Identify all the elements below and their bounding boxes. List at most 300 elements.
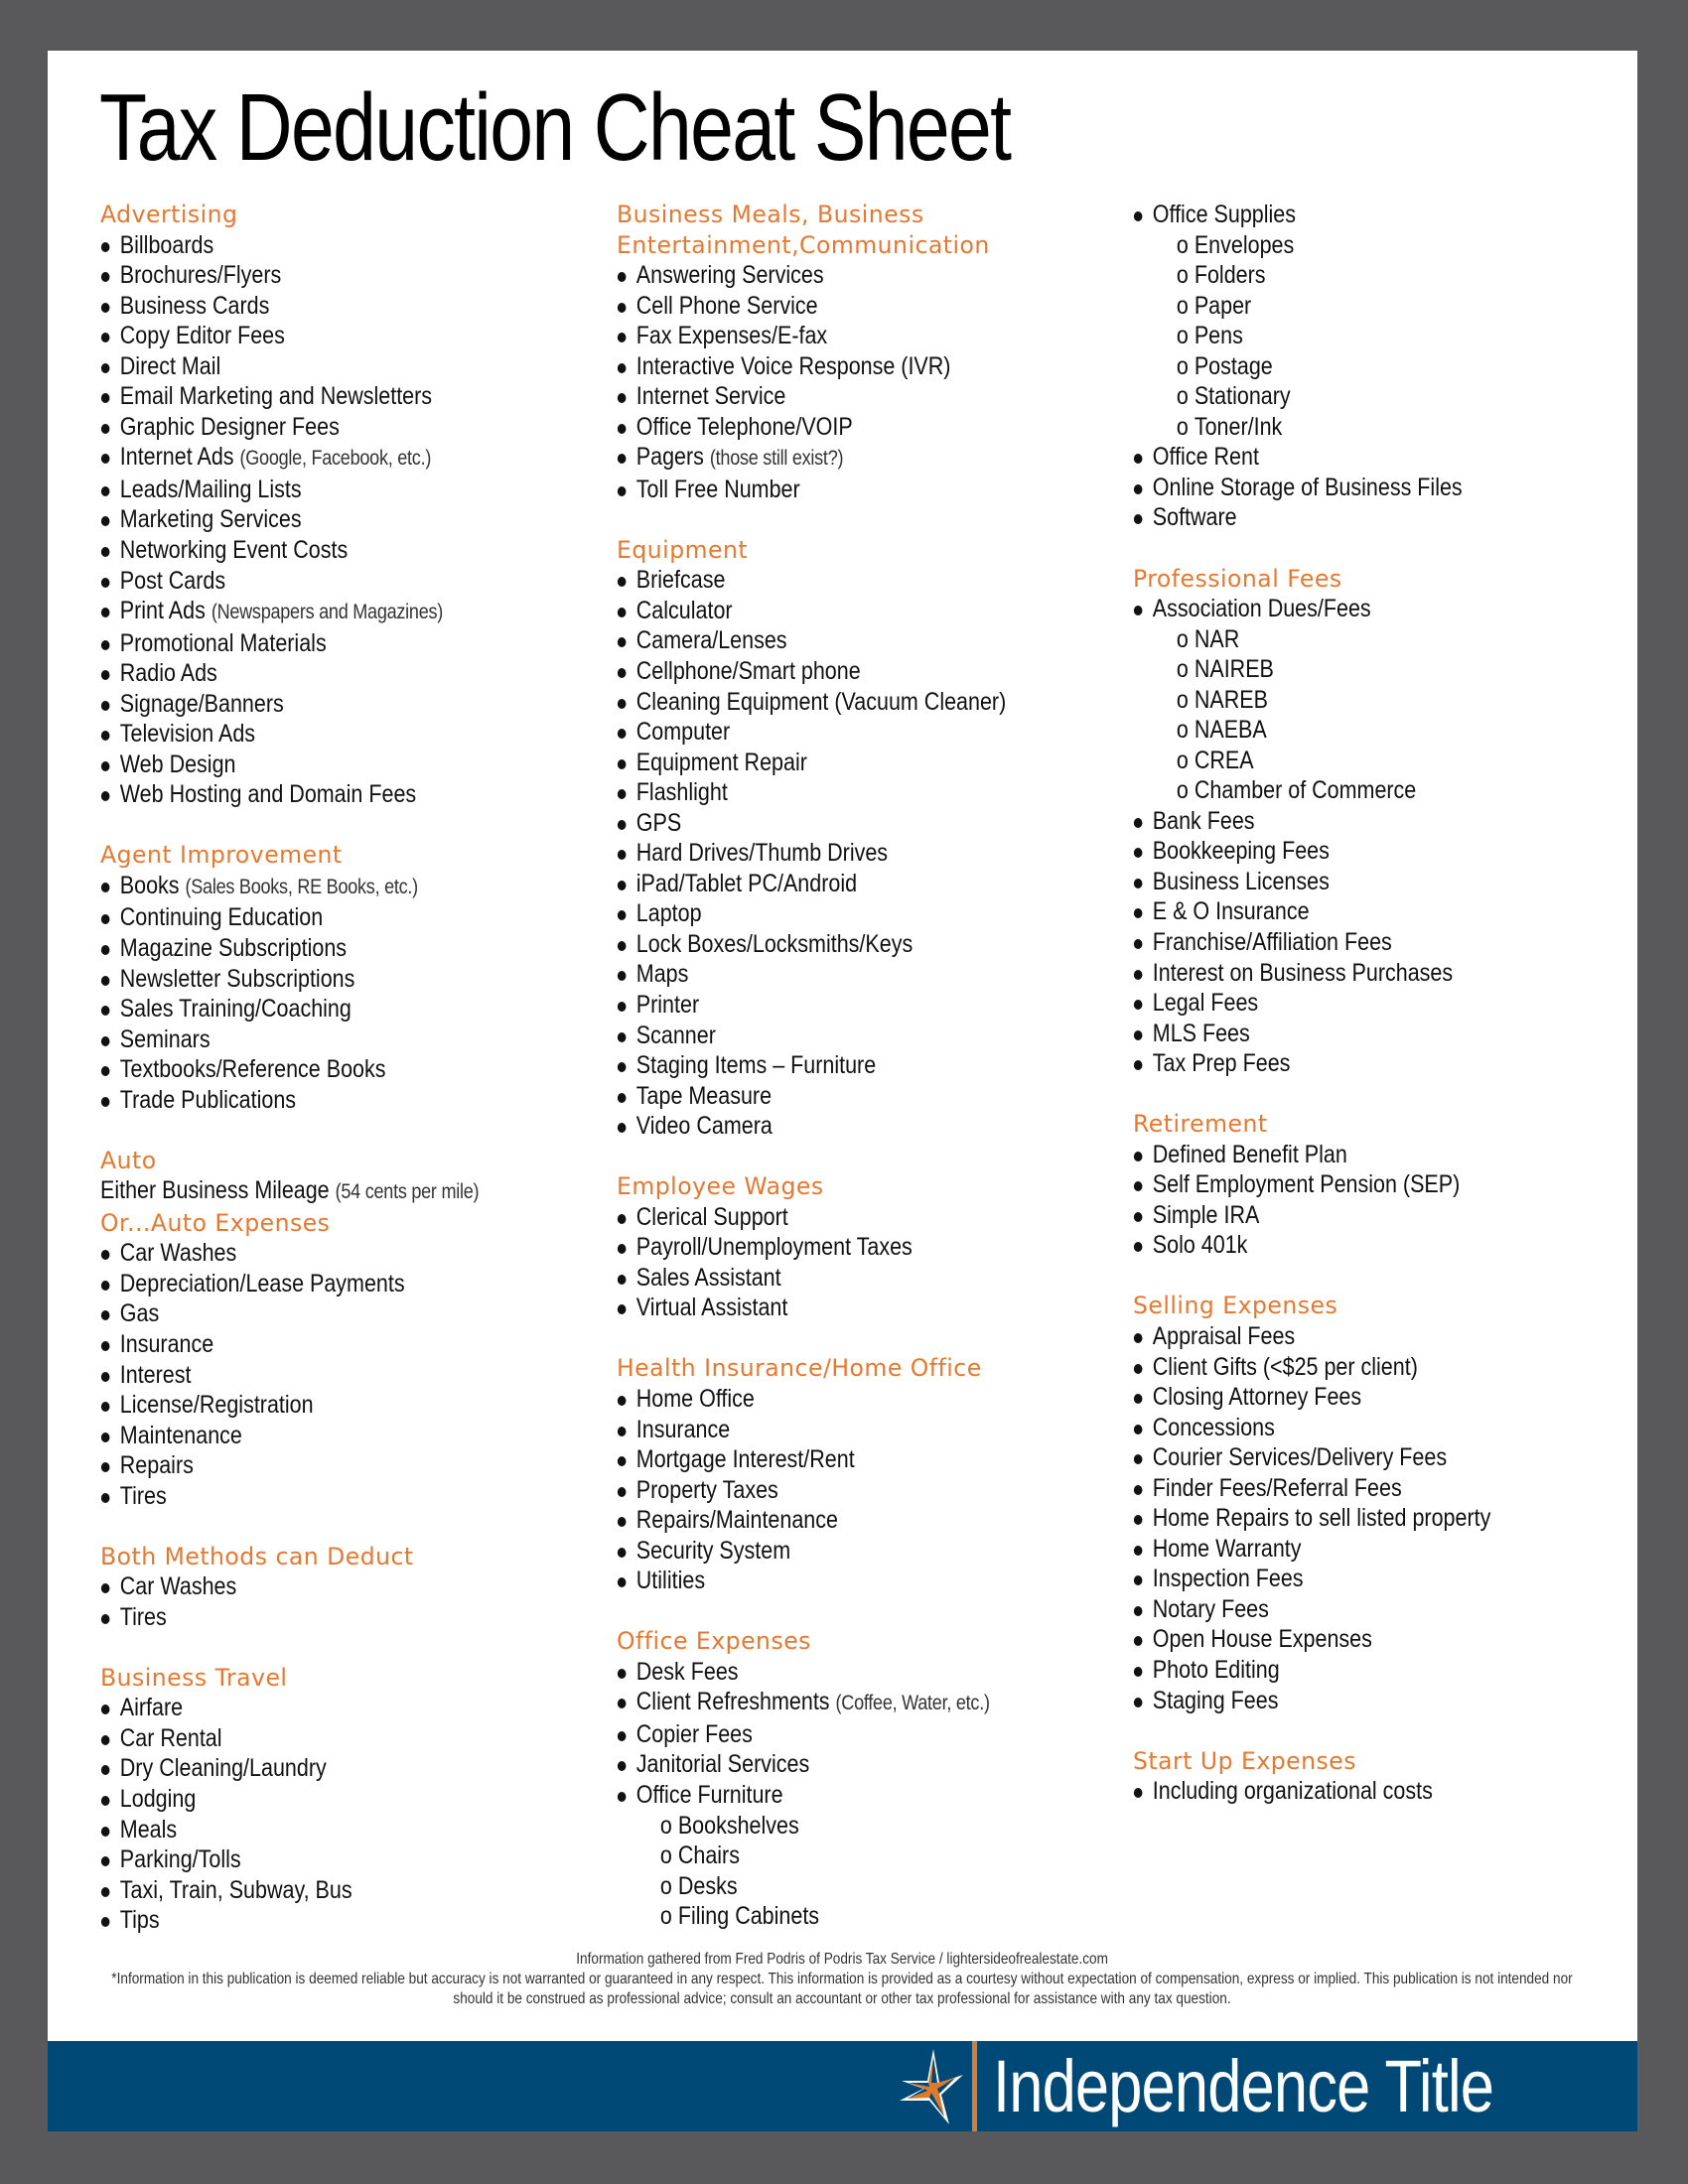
item-label: Office Rent [1152,443,1259,472]
item-label: Business Licenses [1152,867,1330,895]
deduction-section [100,1663,597,1936]
bullet-icon [618,1427,627,1436]
bullet-icon [1134,1788,1143,1798]
bullet-icon [101,945,110,955]
item-label: Repairs [119,1451,194,1480]
list-item [100,412,527,443]
item-note: (Google, Facebook, etc.) [239,447,432,471]
list-item [617,475,1044,505]
item-label: Printer [635,991,700,1020]
list-item [1133,1655,1560,1686]
bullet-icon [101,1856,110,1866]
item-label: Parking/Tolls [119,1845,241,1874]
list-item [617,1687,1044,1719]
sub-item-label: Desks [677,1871,738,1900]
bullet-icon [618,1456,627,1466]
sub-bullet-icon: o [1176,230,1189,259]
item-label: Tape Measure [635,1081,773,1110]
item-note: (Coffee, Water, etc.) [835,1692,990,1715]
item-label: Virtual Assistant [635,1294,788,1322]
bullet-icon [618,608,627,617]
bullet-icon [1134,1152,1143,1161]
item-label: Car Rental [119,1723,222,1752]
list-item [1133,1624,1560,1655]
sub-bullet-icon: o [1176,412,1189,441]
item-label: Sales Training/Coaching [119,995,352,1024]
section-heading: Business Meals, Business [617,201,924,228]
list-item [100,535,527,566]
list-item [617,1719,1044,1750]
item-label: Web Design [119,750,236,778]
item-label: Clerical Support [635,1202,788,1231]
item-label: Leads/Mailing Lists [119,475,302,503]
item-label: Video Camera [635,1112,773,1141]
item-label: Marketing Services [119,505,302,534]
bullet-icon [618,1304,627,1314]
sub-list-item [1133,381,1560,412]
list-item [100,475,527,505]
list-item [1133,1019,1560,1049]
section-heading: Professional Fees [1133,564,1342,593]
list-item [617,351,1044,382]
sub-bullet-icon: o [1176,746,1189,774]
item-label: Security System [635,1536,791,1565]
item-label: Signage/Banners [119,689,284,718]
item-label: Hard Drives/Thumb Drives [635,839,889,868]
bullet-icon [101,242,110,252]
bullet-icon [101,1372,110,1382]
list-item [617,990,1044,1021]
bullet-icon [1134,1212,1143,1222]
list-item [100,1571,527,1602]
sub-bullet-icon: o [1176,322,1189,350]
bullet-icon [1134,1546,1143,1556]
bullet-icon [101,1402,110,1412]
item-label: Insurance [635,1415,731,1443]
item-note: (Sales Books, RE Books, etc.) [185,875,418,898]
list-item [100,596,527,628]
section-heading: Retirement [1133,1110,1268,1139]
list-item [1133,836,1560,867]
list-item [100,1238,527,1269]
bullet-icon [101,578,110,588]
bullet-icon [618,729,627,739]
item-label: Interest [119,1360,192,1389]
sub-list-item [1133,746,1560,776]
bullet-icon [1134,879,1143,888]
bullet-icon [618,1275,627,1285]
deduction-section [1133,200,1629,533]
list-item [617,442,1044,475]
page-title: Tax Deduction Cheat Sheet [99,74,1011,181]
item-label: Depreciation/Lease Payments [119,1269,405,1297]
list-item [617,321,1044,351]
item-label: Flashlight [635,778,728,807]
item-label: Self Employment Pension (SEP) [1152,1170,1461,1199]
item-label: MLS Fees [1152,1019,1250,1047]
bullet-icon [618,820,627,830]
item-label: Franchise/Affiliation Fees [1152,928,1392,957]
item-label: Brochures/Flyers [119,261,282,290]
bullet-icon [1134,484,1143,494]
bullet-icon [618,1093,627,1103]
bullet-icon [101,1827,110,1837]
list-item [617,291,1044,322]
bullet-icon [1134,1060,1143,1070]
bullet-icon [618,1699,627,1708]
list-item [617,1657,1044,1688]
item-label: Office Telephone/VOIP [635,412,853,441]
bullet-icon [618,1517,627,1527]
item-label: Networking Event Costs [119,535,349,564]
item-label: Gas [119,1299,160,1328]
bullet-icon [618,850,627,860]
bullet-icon [1134,1242,1143,1252]
item-label: Television Ads [119,720,256,749]
item-label: Copier Fees [635,1719,753,1748]
list-item [100,1054,527,1085]
column-2 [617,200,1113,1962]
item-label: Legal Fees [1152,989,1259,1018]
deduction-section [617,200,1113,504]
section-heading: Selling Expenses [1133,1292,1338,1320]
list-item [100,628,527,659]
item-label: Online Storage of Business Files [1152,473,1463,501]
brand-name: Independence Title [993,2045,1494,2127]
item-label: Billboards [119,230,214,259]
deduction-section [100,840,597,1115]
item-label: Meals [119,1815,178,1843]
bullet-icon [101,516,110,526]
item-label: Closing Attorney Fees [1152,1383,1362,1412]
item-label: Dry Cleaning/Laundry [119,1754,327,1783]
list-item [100,1360,527,1391]
item-label: Newsletter Subscriptions [119,964,355,993]
deduction-section [617,1626,1113,1931]
footer-info [48,1950,1637,2009]
bullet-icon [1134,1333,1143,1343]
sub-bullet-icon: o [1176,685,1189,714]
list-item [1133,594,1560,624]
item-label: Repairs/Maintenance [635,1506,838,1535]
item-label: Staging Items – Furniture [635,1051,877,1080]
bullet-icon [618,1396,627,1406]
item-label: Books [119,871,180,899]
sub-list-item [1133,685,1560,716]
sub-list-item [1133,412,1560,443]
disclaimer: *Information in this publication is deemed reliable but accuracy is not warranted or guaranteed in any respect. This information is provided as a courtesy without expectation of compensation, express or implied. This publication is not intended nor should it be construed as professional advice; consult an accountant or other tax professional for assistance with any tax question. [111,1971,1573,2007]
item-label: Mortgage Interest/Rent [635,1445,855,1474]
item-label: Toll Free Number [635,475,800,503]
item-label: Continuing Education [119,903,324,932]
bullet-icon [618,1548,627,1558]
item-label: Appraisal Fees [1152,1321,1296,1350]
bullet-icon [618,1761,627,1771]
list-item [100,1784,527,1815]
item-label: Laptop [635,899,702,928]
column-1 [100,200,597,1966]
list-item [617,1536,1044,1567]
bullet-icon [618,424,627,434]
bullet-icon [1134,1485,1143,1495]
bullet-icon [101,1341,110,1351]
sub-item-label: Filing Cabinets [677,1902,820,1931]
bullet-icon [101,1614,110,1624]
list-item [100,442,527,475]
list-item [617,1415,1044,1445]
item-label: License/Registration [119,1391,314,1420]
sub-item-label: CREA [1194,746,1254,774]
bullet-icon [101,608,110,617]
item-label: Web Hosting and Domain Fees [119,780,417,809]
item-label: Tips [119,1906,160,1935]
item-label: Solo 401k [1152,1231,1248,1260]
list-item [1133,1686,1560,1716]
item-label: Lodging [119,1784,197,1813]
list-item [100,1450,527,1481]
list-item [617,898,1044,929]
bullet-icon [101,1462,110,1472]
bullet-icon [618,910,627,920]
item-label: Inspection Fees [1152,1565,1304,1593]
sub-list-item [1133,624,1560,655]
sub-item-label: NAEBA [1194,716,1267,745]
sub-bullet-icon: o [659,1871,672,1900]
bullet-icon [618,1577,627,1587]
item-label: Airfare [119,1694,184,1722]
item-label: Business Cards [119,291,270,320]
sub-list-item [617,1871,1044,1902]
item-label: Radio Ads [119,659,217,688]
item-label: Scanner [635,1021,716,1049]
item-label: Sales Assistant [635,1263,781,1292]
list-item [100,504,527,535]
deduction-section [1133,1746,1629,1807]
list-item [100,1723,527,1754]
list-item [1133,502,1560,533]
item-label: Textbooks/Reference Books [119,1055,386,1084]
bullet-icon [101,1796,110,1806]
item-label: Internet Service [635,382,786,411]
item-label: Tax Prep Fees [1152,1049,1291,1078]
bullet-icon [101,272,110,282]
bullet-icon [618,272,627,282]
list-item [617,596,1044,626]
bullet-icon [101,1250,110,1260]
bullet-icon [1134,1181,1143,1191]
bullet-icon [618,668,627,678]
item-label: Interest on Business Purchases [1152,958,1454,987]
sub-bullet-icon: o [1176,655,1189,684]
bullet-icon [618,1062,627,1072]
star-icon [894,2045,965,2128]
bullet-icon [101,1887,110,1897]
item-label: Maps [635,960,689,989]
list-item [100,1024,527,1055]
bullet-icon [101,424,110,434]
list-item [100,291,527,322]
item-label: Tires [119,1481,167,1510]
sub-item-label: Chairs [677,1842,740,1870]
item-label: Lock Boxes/Locksmiths/Keys [635,929,914,958]
bullet-icon [618,881,627,890]
item-label: Janitorial Services [635,1750,810,1779]
bullet-icon [101,393,110,403]
list-item [1133,1594,1560,1625]
bullet-icon [101,547,110,557]
sub-item-label: Postage [1194,351,1273,380]
item-label: Calculator [635,596,733,624]
list-item [617,1263,1044,1294]
bullet-icon [101,1583,110,1593]
bullet-icon [1134,1394,1143,1404]
list-item [100,871,527,903]
sub-item-label: Paper [1194,291,1252,320]
list-item [100,779,527,810]
sub-bullet-icon: o [659,1811,672,1840]
bullet-icon [1134,939,1143,949]
item-label: Insurance [119,1329,214,1358]
mileage-note: (54 cents per mile) [335,1180,480,1204]
list-item [617,1081,1044,1112]
deduction-section [1133,1291,1629,1715]
list-item [100,381,527,412]
bullet-icon [618,1669,627,1679]
bullet-icon [1134,1575,1143,1585]
item-label: Briefcase [635,566,726,595]
bullet-icon [1134,1364,1143,1374]
bullet-icon [101,731,110,741]
list-item [100,1844,527,1875]
bullet-icon [618,454,627,464]
item-label: Taxi, Train, Subway, Bus [119,1875,352,1904]
list-item [617,1749,1044,1780]
item-label: Defined Benefit Plan [1152,1140,1347,1168]
bullet-icon [618,637,627,647]
list-item [100,260,527,291]
item-label: Copy Editor Fees [119,322,285,350]
document-page [48,51,1637,2131]
section-heading: Auto [100,1146,157,1174]
list-item [100,1390,527,1421]
list-item [1133,867,1560,897]
list-item [1133,1413,1560,1443]
list-item [1133,200,1560,230]
item-label: Computer [635,718,731,747]
item-label: Home Warranty [1152,1534,1302,1563]
bullet-icon [1134,1454,1143,1464]
list-item [1133,442,1560,473]
section-heading: Advertising [100,201,238,228]
section-heading-line2: Entertainment,Communication [617,230,990,259]
bullet-icon [101,670,110,680]
sub-list-item [1133,351,1560,382]
list-item [1133,927,1560,958]
bullet-icon [1134,606,1143,615]
item-label: Simple IRA [1152,1200,1260,1229]
list-item [617,1475,1044,1506]
item-label: Car Washes [119,1239,237,1268]
bullet-icon [1134,1606,1143,1616]
item-label: Cellphone/Smart phone [635,657,861,686]
item-label: Equipment Repair [635,748,807,776]
list-item [100,1875,527,1906]
sub-item-label: NAR [1194,624,1240,653]
bullet-icon [1134,1698,1143,1707]
item-label: Seminars [119,1024,211,1053]
item-label: Car Washes [119,1572,237,1601]
item-label: Notary Fees [1152,1594,1269,1623]
list-item [1133,1382,1560,1413]
deduction-section [100,200,597,810]
list-item [100,1815,527,1845]
section-heading: Business Travel [100,1663,288,1692]
item-label: iPad/Tablet PC/Android [635,869,858,897]
item-label: Bookkeeping Fees [1152,837,1330,866]
list-item [1133,1048,1560,1079]
sub-item-label: Envelopes [1194,230,1295,259]
deduction-section [617,535,1113,1142]
item-label: Including organizational costs [1152,1777,1433,1806]
list-item [1133,1140,1560,1170]
list-item [1133,806,1560,837]
item-label: Client Refreshments [635,1688,830,1716]
list-item [100,566,527,597]
item-label: Direct Mail [119,351,221,380]
item-label: Software [1152,503,1237,532]
column-3 [1133,200,1629,1837]
bullet-icon [101,1765,110,1775]
list-item [100,1602,527,1633]
bullet-icon [1134,848,1143,858]
list-item [1133,1321,1560,1352]
item-label: Bank Fees [1152,806,1255,835]
list-item [617,565,1044,596]
sub-bullet-icon: o [1176,716,1189,745]
bullet-icon [1134,1000,1143,1010]
item-label: Finder Fees/Referral Fees [1152,1473,1402,1502]
list-item [617,838,1044,869]
bullet-icon [1134,818,1143,828]
bullet-icon [618,699,627,709]
list-item [100,1753,527,1784]
list-item [617,1111,1044,1142]
list-item [617,1384,1044,1415]
list-item [617,748,1044,778]
bullet-icon [101,303,110,313]
list-item [1133,958,1560,989]
bullet-icon [1134,514,1143,524]
sub-bullet-icon: o [1176,261,1189,290]
item-label: E & O Insurance [1152,897,1310,926]
bullet-icon [618,759,627,769]
section-heading: Agent Improvement [100,841,343,870]
item-label: Cleaning Equipment (Vacuum Cleaner) [635,687,1007,716]
bullet-icon [618,1487,627,1497]
sub-list-item [1133,715,1560,746]
list-item [617,687,1044,718]
list-item [617,260,1044,291]
mileage-option [100,1175,527,1208]
section-heading: Both Methods can Deduct [100,1542,414,1570]
list-item [100,1085,527,1116]
bullet-icon [101,1433,110,1442]
item-label: GPS [635,808,682,837]
bullet-icon [1134,454,1143,464]
sub-list-item [1133,775,1560,806]
bullet-icon [618,363,627,373]
bullet-icon [101,1097,110,1107]
